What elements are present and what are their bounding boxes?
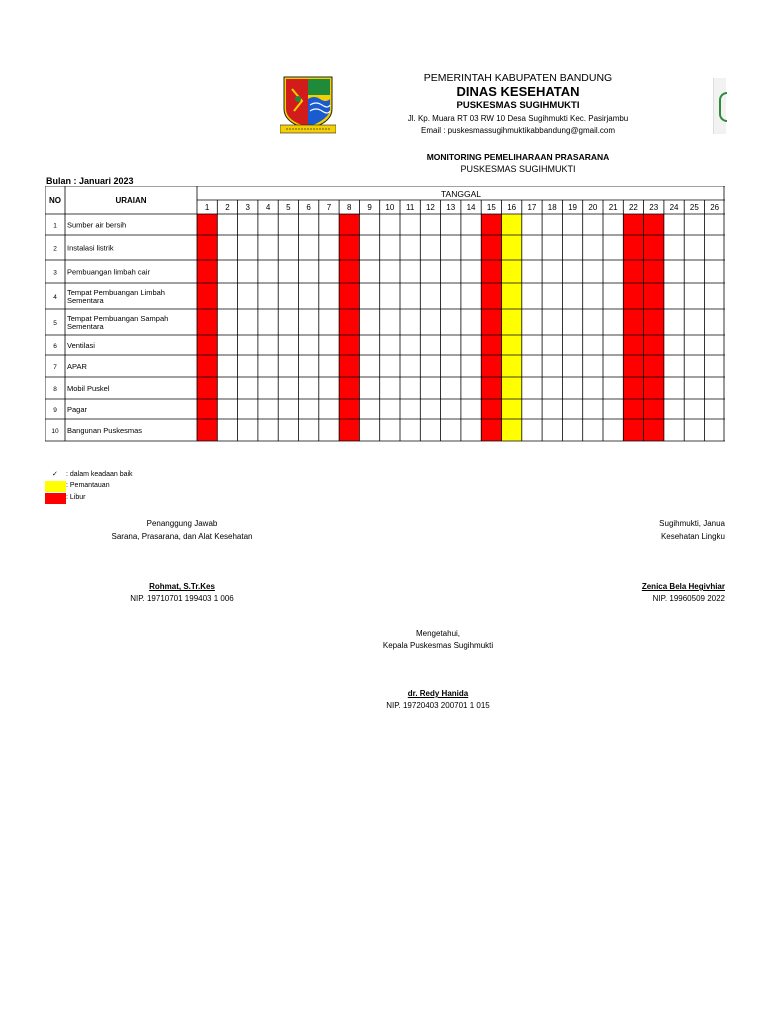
day-header-12: 12 xyxy=(425,203,435,212)
row-no: 4 xyxy=(53,294,57,301)
day-header-19: 19 xyxy=(568,203,578,212)
period-label: Bulan : Januari 2023 xyxy=(46,176,134,186)
col-uraian-header: URAIAN xyxy=(115,196,147,205)
day-header-21: 21 xyxy=(608,203,618,212)
row-no: 6 xyxy=(53,343,57,350)
day-header-18: 18 xyxy=(547,203,557,212)
day-header-22: 22 xyxy=(628,203,638,212)
day-header-5: 5 xyxy=(286,203,291,212)
check-icon: ✓ xyxy=(52,471,58,478)
day-header-25: 25 xyxy=(689,203,699,212)
row-no: 10 xyxy=(51,428,59,435)
header-email: Email : puskesmassugihmuktikabbandung@gmail.com xyxy=(421,126,615,135)
day-header-4: 4 xyxy=(265,203,271,212)
row-no: 1 xyxy=(53,222,57,230)
day-header-8: 8 xyxy=(347,203,352,212)
day-column-fill-8 xyxy=(339,214,359,441)
row-item: Mobil Puskel xyxy=(67,384,110,393)
left-signer-division: Sarana, Prasarana, dan Alat Kesehatan xyxy=(111,532,253,541)
day-header-1: 1 xyxy=(204,203,210,212)
row-no: 5 xyxy=(53,320,57,327)
row-item: Pagar xyxy=(67,405,88,414)
header-agency: DINAS KESEHATAN xyxy=(456,84,580,99)
day-header-13: 13 xyxy=(446,203,456,212)
center-signer-role: Kepala Puskesmas Sugihmukti xyxy=(382,641,494,650)
puskesmas-logo xyxy=(713,78,726,134)
day-header-2: 2 xyxy=(225,203,230,212)
row-item: Bangunan Puskesmas xyxy=(67,426,143,435)
header-puskesmas: PUSKESMAS SUGIHMUKTI xyxy=(456,100,580,111)
legend-holiday-swatch xyxy=(45,493,66,504)
day-header-14: 14 xyxy=(466,203,476,212)
day-header-3: 3 xyxy=(245,203,250,212)
header-address: Jl. Kp. Muara RT 03 RW 10 Desa Sugihmukti Kec. Pasirjambu xyxy=(407,114,629,123)
header-government: PEMERINTAH KABUPATEN BANDUNG xyxy=(423,72,613,84)
row-item: Ventilasi xyxy=(67,341,95,350)
day-header-6: 6 xyxy=(306,203,311,212)
row-no: 3 xyxy=(53,269,57,277)
day-header-11: 11 xyxy=(405,203,415,212)
row-no: 9 xyxy=(53,407,57,414)
row-no: 7 xyxy=(53,364,57,371)
legend-monitoring-swatch xyxy=(45,481,66,492)
kabupaten-bandung-logo xyxy=(280,75,336,137)
day-header-26: 26 xyxy=(710,203,720,212)
right-signer-role: Kesehatan Lingku xyxy=(660,532,725,541)
row-item: APAR xyxy=(67,362,87,371)
right-signer-name: Zenica Bela Hegivhiar xyxy=(641,582,725,591)
legend-holiday-label: : Libur xyxy=(66,494,86,501)
col-no-header: NO xyxy=(49,196,61,205)
day-header-10: 10 xyxy=(385,203,395,212)
row-item: Instalasi listrik xyxy=(67,243,114,253)
day-column-fill-1 xyxy=(197,214,217,441)
row-item: Tempat Pembuangan Sampah Sementara xyxy=(67,314,169,331)
day-header-20: 20 xyxy=(588,203,598,212)
row-item: Sumber air bersih xyxy=(67,220,127,230)
center-signer-acknowledge: Mengetahui, xyxy=(415,629,461,638)
row-no: 8 xyxy=(53,386,57,393)
right-signer-nip: NIP. 19960509 2022 xyxy=(652,594,725,603)
document-title: MONITORING PEMELIHARAAN PRASARANA xyxy=(426,152,610,162)
document-subtitle: PUSKESMAS SUGIHMUKTI xyxy=(460,164,576,174)
day-header-7: 7 xyxy=(326,203,332,212)
row-no: 2 xyxy=(53,245,57,253)
day-column-fill-23 xyxy=(644,214,664,441)
day-header-17: 17 xyxy=(527,203,537,212)
day-header-24: 24 xyxy=(669,203,679,212)
day-column-fill-15 xyxy=(481,214,501,441)
day-header-23: 23 xyxy=(649,203,659,212)
day-column-fill-22 xyxy=(623,214,643,441)
legend-monitoring-label: : Pemantauan xyxy=(66,482,110,489)
left-signer-role: Penanggung Jawab xyxy=(146,519,218,528)
monitoring-table xyxy=(45,186,725,442)
day-header-16: 16 xyxy=(507,203,517,212)
day-header-15: 15 xyxy=(486,203,496,212)
center-signer-name: dr. Redy Hanida xyxy=(407,689,469,698)
legend-good-label: : dalam keadaan baik xyxy=(66,471,133,478)
center-signer-nip: NIP. 19720403 200701 1 015 xyxy=(386,701,490,710)
left-signer-name: Rohmat, S.Tr.Kes xyxy=(149,582,215,591)
right-signature-block xyxy=(600,515,725,610)
row-item: Pembuangan limbah cair xyxy=(67,267,150,277)
row-item: Tempat Pembuangan Limbah Sementara xyxy=(67,288,165,305)
col-tanggal-header: TANGGAL xyxy=(441,189,481,199)
day-header-9: 9 xyxy=(367,203,372,212)
day-column-fill-16 xyxy=(502,214,522,441)
right-signer-place-date: Sugihmukti, Janua xyxy=(659,519,725,528)
left-signer-nip: NIP. 19710701 199403 1 006 xyxy=(130,594,234,603)
